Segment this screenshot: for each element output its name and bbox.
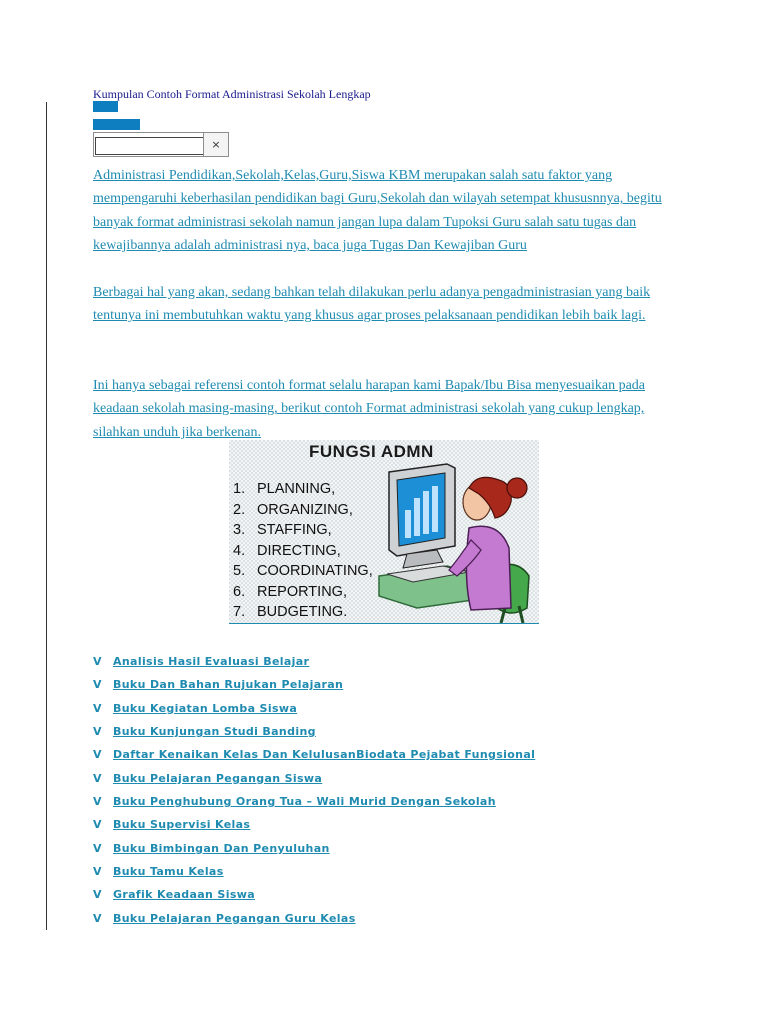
- download-link[interactable]: [93, 725, 535, 748]
- function-item: [233, 582, 373, 603]
- figure-title: FUNGSI ADMN: [309, 442, 434, 461]
- link-label[interactable]: Buku Tamu Kelas: [113, 865, 224, 879]
- link-marker: V: [93, 911, 102, 925]
- function-item: [233, 520, 373, 541]
- link-marker: V: [93, 818, 102, 832]
- left-border-line: [46, 102, 47, 930]
- link-label[interactable]: Analisis Hasil Evaluasi Belajar: [113, 655, 310, 668]
- link-label[interactable]: Grafik Keadaan Siswa: [113, 888, 255, 902]
- woman-at-computer-illustration: [377, 458, 539, 623]
- intro-paragraph[interactable]: [93, 164, 683, 258]
- function-number: 1.: [233, 481, 246, 497]
- paragraph-text[interactable]: Ini hanya sebagai referensi contoh format selalu harapan kami Bapak/Ibu Bisa menyesuaikan pada keadaan sekolah masing-masing, berikut contoh Format administrasi sekolah yang cukup lengkap, silahkan unduh jika berkenan.: [93, 378, 646, 440]
- function-item: [233, 561, 373, 582]
- function-number: 7.: [233, 604, 246, 620]
- function-item: [233, 500, 373, 521]
- figure-function-list: [233, 479, 373, 623]
- function-label: ORGANIZING,: [257, 501, 353, 518]
- home-button[interactable]: Home: [93, 101, 118, 112]
- link-label[interactable]: Buku Bimbingan Dan Penyuluhan: [113, 841, 330, 855]
- function-label: STAFFING,: [257, 522, 332, 538]
- link-marker: V: [93, 701, 102, 715]
- function-number: 6.: [233, 583, 246, 600]
- download-link[interactable]: [93, 795, 535, 818]
- download-link[interactable]: [93, 748, 535, 771]
- link-label[interactable]: Buku Penghubung Orang Tua – Wali Murid Dengan Sekolah: [113, 795, 496, 809]
- link-label[interactable]: Buku Kunjungan Studi Banding: [113, 725, 316, 739]
- fungsi-admin-image[interactable]: [229, 440, 539, 623]
- download-link-list: [93, 655, 535, 935]
- screen-bar: [432, 486, 438, 532]
- download-link[interactable]: [93, 818, 535, 841]
- function-number: 3.: [233, 522, 246, 538]
- link-marker: V: [93, 795, 102, 809]
- function-item: [233, 602, 373, 623]
- screen-bar: [405, 510, 411, 538]
- page-title: Kumpulan Contoh Format Administrasi Sekolah Lengkap: [93, 87, 371, 101]
- function-item: [233, 541, 373, 562]
- paragraph-text[interactable]: Berbagai hal yang akan, sedang bahkan telah dilakukan perlu adanya pengadministrasian yang baik tentunya ini membutuhkan waktu yang khusus agar proses pelaksanaan pendidikan lebih baik lagi.: [93, 285, 651, 324]
- link-marker: V: [93, 865, 102, 879]
- link-label[interactable]: Buku Pelajaran Pegangan Guru Kelas: [113, 911, 356, 925]
- link-marker: V: [93, 655, 102, 668]
- function-number: 5.: [233, 563, 246, 579]
- reference-paragraph[interactable]: [93, 374, 683, 444]
- download-link[interactable]: [93, 888, 535, 911]
- function-label: COORDINATING,: [257, 563, 373, 579]
- link-marker: V: [93, 748, 102, 762]
- function-number: 2.: [233, 501, 246, 518]
- person-body: [466, 526, 511, 610]
- image-link-underline: [229, 623, 539, 624]
- download-link[interactable]: [93, 772, 535, 795]
- search-input[interactable]: [94, 133, 204, 156]
- download-link[interactable]: [93, 842, 535, 865]
- link-label[interactable]: Buku Supervisi Kelas: [113, 818, 251, 832]
- search-box: [93, 132, 229, 157]
- link-label[interactable]: Buku Pelajaran Pegangan Siswa: [113, 771, 323, 785]
- function-number: 4.: [233, 542, 246, 559]
- search-button[interactable]: Search: [93, 119, 140, 130]
- function-label: REPORTING,: [257, 583, 347, 600]
- link-marker: V: [93, 678, 102, 692]
- download-link[interactable]: [93, 865, 535, 888]
- clear-search-button[interactable]: ×: [204, 133, 228, 156]
- download-link[interactable]: [93, 655, 535, 678]
- link-marker: V: [93, 888, 102, 902]
- link-label[interactable]: Buku Kegiatan Lomba Siswa: [113, 701, 298, 715]
- link-marker: V: [93, 725, 102, 739]
- download-link[interactable]: [93, 678, 535, 701]
- function-label: BUDGETING.: [257, 604, 348, 620]
- download-link[interactable]: [93, 912, 535, 935]
- download-link[interactable]: [93, 702, 535, 725]
- link-marker: V: [93, 771, 102, 785]
- body-paragraph[interactable]: [93, 281, 683, 328]
- function-label: PLANNING,: [257, 481, 336, 497]
- screen-bar: [414, 498, 420, 536]
- function-label: DIRECTING,: [257, 542, 341, 559]
- link-marker: V: [93, 841, 102, 855]
- hair-bun: [507, 478, 527, 498]
- function-item: [233, 479, 373, 500]
- paragraph-text[interactable]: Administrasi Pendidikan,Sekolah,Kelas,Guru,Siswa KBM merupakan salah satu faktor yang mempengaruhi keberhasilan pendidikan bagi Guru,Sekolah dan wilayah setempat khususnnya, begitu banyak format administrasi sekolah namun jangan lupa dalam Tupoksi Guru salah satu tugas dan kewajibannya adalah administrasi nya, baca juga Tugas Dan Kewajiban Guru: [93, 168, 662, 254]
- link-label[interactable]: Buku Dan Bahan Rujukan Pelajaran: [113, 678, 344, 692]
- screen-bar: [423, 491, 429, 534]
- link-label[interactable]: Daftar Kenaikan Kelas Dan KelulusanBiodata Pejabat Fungsional: [113, 748, 536, 762]
